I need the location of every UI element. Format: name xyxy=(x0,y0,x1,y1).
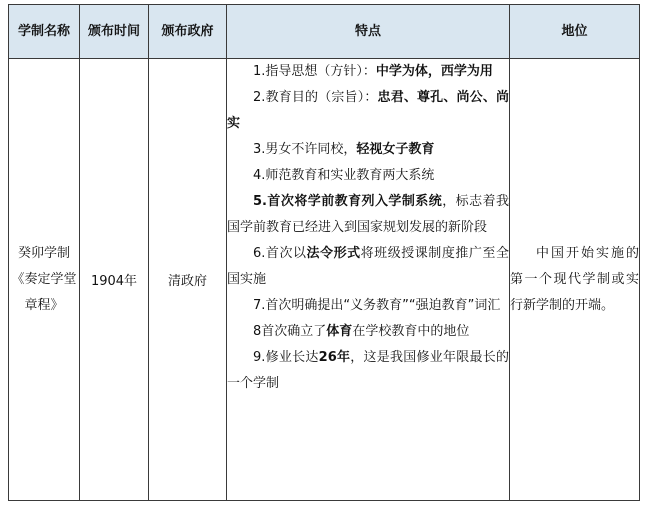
cell-features xyxy=(227,59,510,501)
header-status: 地位 xyxy=(510,5,640,59)
cell-issue-government: 清政府 xyxy=(149,59,227,501)
cell-system-name: 癸卯学制《奏定学堂章程》 xyxy=(9,59,80,501)
header-features: 特点 xyxy=(227,5,510,59)
feature-item: 9.修业长达26年，这是我国修业年限最长的一个学制 xyxy=(227,350,509,391)
feature-item: 3.男女不许同校，轻视女子教育 xyxy=(253,142,435,157)
feature-item: 1.指导思想（方针）：中学为体，西学为用 xyxy=(253,64,493,79)
feature-item: 2.教育目的（宗旨）：忠君、尊孔、尚公、尚实 xyxy=(227,90,509,131)
cell-issue-time: 1904年 xyxy=(80,59,149,501)
feature-item: 5.首次将学前教育列入学制系统，标志着我国学前教育已经进入到国家规划发展的新阶段 xyxy=(227,194,509,235)
header-row xyxy=(9,5,640,59)
feature-item: 7.首次明确提出“义务教育”“强迫教育”词汇 xyxy=(253,298,501,313)
feature-item: 6.首次以法令形式将班级授课制度推广至全国实施 xyxy=(227,246,509,287)
cell-status: 中国开始实施的第一个现代学制或实行新学制的开端。 xyxy=(510,59,640,501)
table-row xyxy=(9,59,640,501)
feature-item: 4.师范教育和实业教育两大系统 xyxy=(253,168,435,183)
header-system-name: 学制名称 xyxy=(9,5,80,59)
feature-item: 8首次确立了体育在学校教育中的地位 xyxy=(253,324,470,339)
header-issue-government: 颁布政府 xyxy=(149,5,227,59)
header-issue-time: 颁布时间 xyxy=(80,5,149,59)
education-system-table xyxy=(8,4,640,501)
